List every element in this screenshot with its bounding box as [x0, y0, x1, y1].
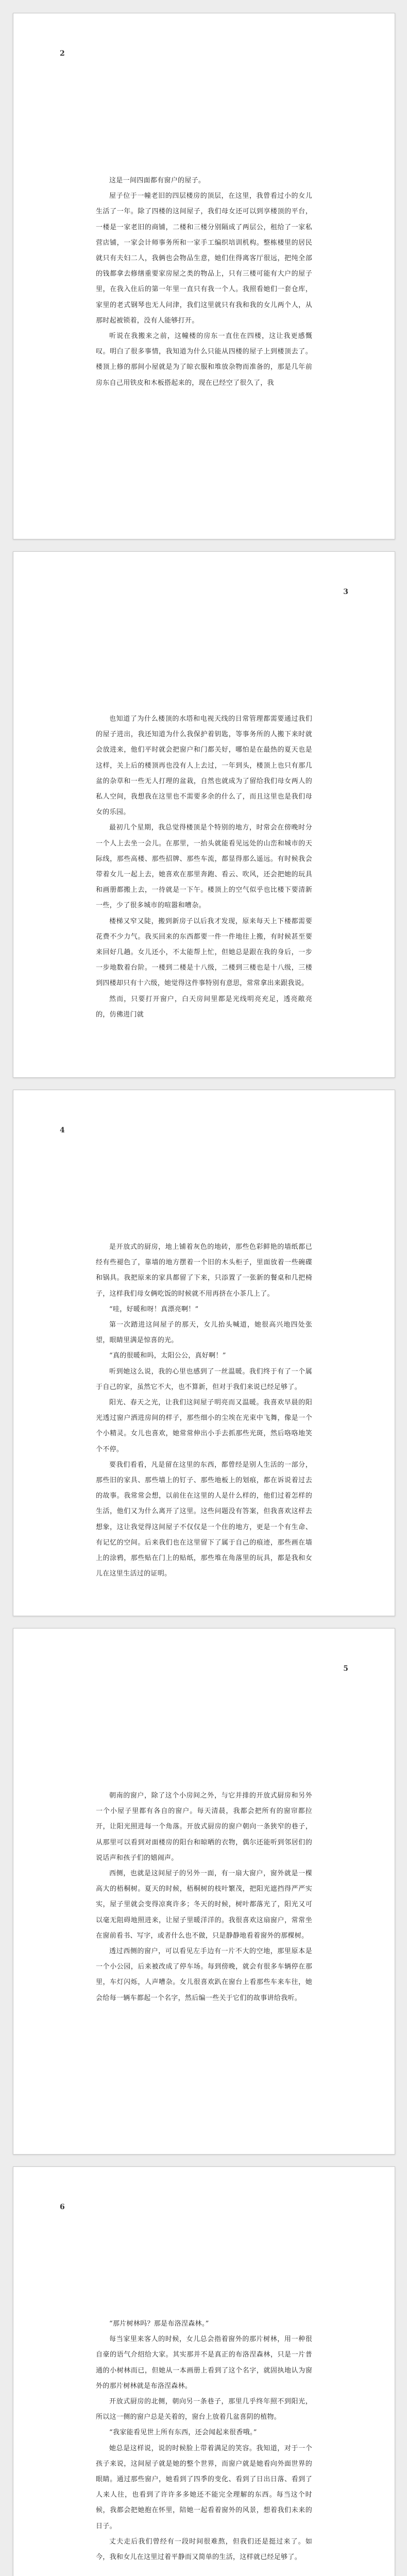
- page-1: [13, 13, 395, 539]
- paragraph: “我家能看见世上所有东西，还会闻起来很香哦。”: [109, 2429, 257, 2437]
- page-2: [13, 551, 395, 1078]
- paragraph: 听说在我搬来之前，这幢楼的房东一直住在四楼，这让我更感慨叹。明白了很多事情，我知道为什么只能从四楼的屋子上到楼顶去了。楼顶上修的那间小屋就是为了晾衣服和堆放杂物而准备的，那是几年前房东自己用铁皮和木板搭起来的，现在已经空了很久了，我: [96, 332, 312, 387]
- paragraph: 最初几个星期，我总觉得楼顶是个特别的地方，时常会在傍晚时分一个人上去坐一会儿。在那里，一抬头就能看见远处的山峦和城市的天际线，那些高楼、那些招牌、那些车流，都显得那么遥远。有时候我会带着女儿一起上去，她喜欢在那里奔跑、看云、吹风，还会把她的玩具和画册都搬上去，一待就是一下午。楼顶上的空气似乎也比楼下要清新一些，少了很多城市的喧嚣和嘈杂。: [96, 824, 312, 910]
- page-body: [96, 1788, 312, 2006]
- page-number: 5: [343, 1665, 348, 1673]
- page-3: [13, 1090, 395, 1616]
- page-4: [13, 1628, 395, 2155]
- paragraph: 也知道了为什么楼顶的水塔和电视天线的日常管理都需要通过我们的屋子进出，我还知道为什么我保护着钥匙，等事务所的人搬下来时就会放进来，他们平时就会把窗户和门都关好，哪怕是在最热的夏天也是这样，关上后的楼顶再也没有人上去过，一年到头，楼顶上也只有那几盆的杂草和一些无人打理的盆栽，自然也就成为了留给我们母女两人的私人空间，我想我在这里也不需要多余的什么了，而且这里也是我们母女的乐园。: [96, 715, 312, 817]
- paragraph: 屋子位于一幢老旧的四层楼房的顶层，在这里，我曾看过小的女儿生活了一年。除了四楼的这间屋子，我们母女还可以到享楼顶的平台，一楼是一家老旧的商铺，二楼和三楼分别隔成了两层公，租给了一家私营店铺，一家会计师事务所和一家手工编织培训机构。整栋楼里的居民就只有夫妇二人，我俩也会物品生意，她们住得离客厅很远，把纯全部的钱都拿去修缮重要家房屋之类的物品上，只有三楼可能有大户的屋子里，在我入住后的第一年里一直只有我一个人。我照看她们一套仓库，家里的老式钢琴也无人问津，我们这里就只有我和我的女儿两个人，从那时起被锁着，没有人能够打开。: [96, 192, 312, 325]
- paragraph: 她总是这样说，说的时候脸上带着满足的笑容。我知道，对于一个孩子来说，这间屋子就是她的整个世界，而窗户就是她看向外面世界的眼睛。通过那些窗户，她看到了四季的变化、看到了日出日落、看到了人来人往，也看到了许许多多她还不能完全理解的东西。每当这个时候，我都会把她抱在怀里，陪她一起看着窗外的风景，想着我们未来的日子。: [96, 2444, 312, 2530]
- paragraph: 开放式厨房的北侧，朝向另一条巷子，那里几乎终年照不到阳光，所以这一侧的窗户总是关着的，窗台上放着几盆喜阴的植物。: [96, 2398, 312, 2421]
- page-body: [96, 711, 312, 1023]
- paragraph: 每当家里来客人的时候，女儿总会指着窗外的那片树林，用一种很自豪的语气介绍给大家。其实那并不是真正的布洛涅森林，只是一片普通的小树林而已，但她从一本画册上看到了这个名字，就固执地认为窗外的那片树林就是布洛涅森林。: [96, 2335, 312, 2390]
- page-body: [96, 1240, 312, 1582]
- page-body: [96, 173, 312, 391]
- paragraph: 透过西侧的窗户，可以看见左手边有一片不大的空地，那里原本是一个小公园，后来被改成了停车场。每到傍晚，就会有很多车辆停在那里，车灯闪烁，人声嘈杂。女儿很喜欢趴在窗台上看那些车来车往，她会给每一辆车都起一个名字，然后编一些关于它们的故事讲给我听。: [96, 1947, 312, 2002]
- paragraph: 听到她这么说，我的心里也感到了一丝温暖。我们终于有了一个属于自己的家，虽然它不大，也不算新，但对于我们来说已经足够了。: [96, 1367, 312, 1391]
- paragraph: 西侧，也就是这间屋子的另外一面，有一扇大窗户，窗外就是一棵高大的梧桐树。夏天的时候，梧桐树的枝叶繁茂，把阳光遮挡得严严实实，屋子里就会变得凉爽许多；冬天的时候，树叶都落光了，阳光又可以毫无阻碍地照进来，让屋子里暖洋洋的。我很喜欢这扇窗户，常常坐在窗前看书、写字，或者什么也不做，只是静静地看着窗外的那棵树。: [96, 1870, 312, 1940]
- paragraph: “哇，好暖和呀！真漂亮啊！”: [109, 1305, 199, 1313]
- paragraph: “真的很暖和吗，太阳公公，真好啊！”: [109, 1352, 226, 1360]
- paragraph: 楼梯又窄又陡，搬到新房子以后我才发现，原来每天上下楼都需要花费不少力气。我买回来的东西都要一件一件地往上搬，有时候甚至要来回好几趟。女儿还小，不太能帮上忙，但她总是跟在我的身后，一步一步地数着台阶。一楼到二楼是十八级，二楼到三楼也是十八级，三楼到四楼却只有十六级，她觉得这件事特别有意思，常常拿出来跟我说。: [96, 917, 312, 988]
- page-body: [96, 2316, 312, 2565]
- paragraph: 是开放式的厨房，地上铺着灰色的地砖，那些色彩鲜艳的墙纸都已经有些褪色了，靠墙的地方摆着一个旧的木头柜子，里面放着一些碗碟和锅具。我把原来的家具都留了下来，只添置了一张新的餐桌和几把椅子，这样我们母女俩吃饭的时候就不用再挤在小茶几上了。: [96, 1243, 312, 1298]
- paragraph: 然而，只要打开窗户，白天房间里都是光线明亮充足，透亮敞亮的，仿佛进门就: [96, 995, 312, 1019]
- paragraph: 朝南的窗户，除了这个小房间之外，与它并排的开放式厨房和另外一个小屋子里都有各自的窗户。每天清晨，我都会把所有的窗帘都拉开，让阳光照进每一个角落。开放式厨房的窗户朝向一条狭窄的巷子，从那里可以看到对面楼房的阳台和晾晒的衣物，偶尔还能听到邻居们的说话声和孩子们的嬉闹声。: [96, 1792, 312, 1862]
- paragraph: 第一次踏进这间屋子的那天，女儿抬头喊道，她很高兴地四处张望，眼睛里满是惊喜的光。: [96, 1321, 312, 1345]
- paragraph: 要我们看看，凡是留在这里的东西，都曾经是别人生活的一部分，那些旧的家具、那些墙上的钉子、那些地板上的划痕，都在诉说着过去的故事。我常常会想，以前住在这里的人是什么样的，他们过着怎样的生活，他们又为什么离开了这里。这些问题没有答案，但我喜欢这样去想象，这让我觉得这间屋子不仅仅是一个住的地方，更是一个有生命、有记忆的空间。后来我们也在这里留下了属于自己的痕迹，那些画在墙上的涂鸦，那些贴在门上的贴纸，那些堆在角落里的玩具，都是我和女儿在这里生活过的证明。: [96, 1461, 312, 1578]
- page-number: 3: [343, 588, 348, 596]
- paragraph: “那片树林吗？那是布洛涅森林。”: [109, 2320, 209, 2328]
- page-number: 6: [60, 2203, 65, 2211]
- paragraph: 这是一间四面都有窗户的屋子。: [109, 177, 206, 184]
- paragraph: 丈夫走后我们曾经有一段时间很难熬，但我们还是挺过来了。如今，我和女儿在这里过着平静而又简单的生活，这样就已经足够了。: [96, 2537, 312, 2562]
- page-number: 2: [60, 49, 65, 58]
- page-number: 4: [60, 1126, 65, 1134]
- paragraph: 阳光、春天之光，让我们这间屋子明亮而又温暖。我喜欢早晨的阳光透过窗户洒进房间的样子，那些细小的尘埃在光束中飞舞，像是一个个小精灵。女儿也喜欢，她常常伸出小手去抓那些光斑，然后咯咯地笑个不停。: [96, 1399, 312, 1453]
- page-5: [13, 2166, 395, 2576]
